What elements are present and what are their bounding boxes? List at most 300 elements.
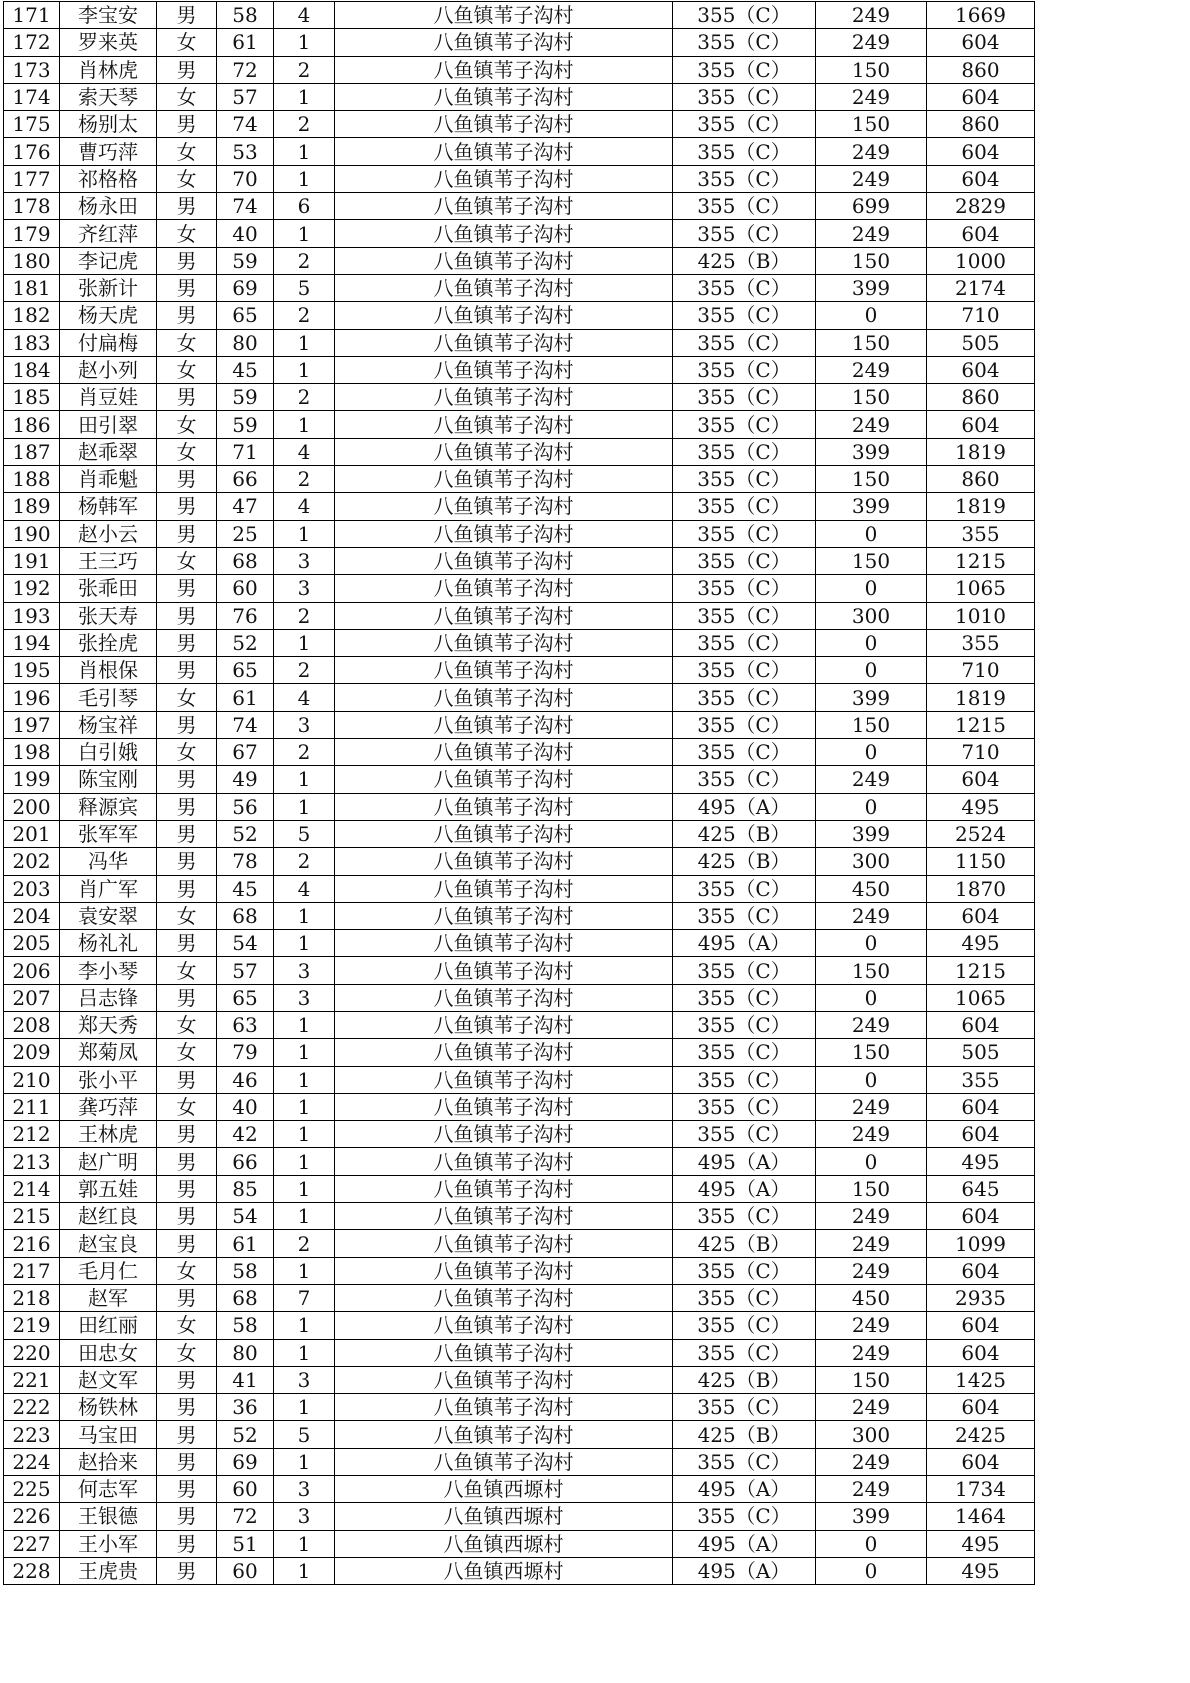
address-cell: 八鱼镇苇子沟村	[335, 520, 673, 547]
age-cell: 68	[217, 547, 274, 574]
standard-cell: 355（C）	[673, 2, 816, 29]
row-number-cell: 181	[4, 274, 60, 301]
gender-cell: 男	[157, 1284, 217, 1311]
standard-cell: 495（A）	[673, 1148, 816, 1175]
gender-cell: 男	[157, 1366, 217, 1393]
subsidy-cell: 249	[816, 1448, 927, 1475]
table-row	[4, 575, 1035, 602]
age-cell: 47	[217, 493, 274, 520]
total-cell: 710	[927, 739, 1035, 766]
subsidy-cell: 300	[816, 602, 927, 629]
subsidy-cell: 249	[816, 1476, 927, 1503]
name-cell: 杨别太	[60, 111, 157, 138]
gender-cell: 男	[157, 766, 217, 793]
age-cell: 45	[217, 356, 274, 383]
row-number-cell: 185	[4, 384, 60, 411]
row-number-cell: 176	[4, 138, 60, 165]
total-cell: 1000	[927, 247, 1035, 274]
household-size-cell: 1	[274, 902, 335, 929]
name-cell: 赵广明	[60, 1148, 157, 1175]
standard-cell: 425（B）	[673, 247, 816, 274]
name-cell: 王虎贵	[60, 1557, 157, 1584]
gender-cell: 男	[157, 111, 217, 138]
household-size-cell: 2	[274, 111, 335, 138]
total-cell: 495	[927, 930, 1035, 957]
age-cell: 60	[217, 1476, 274, 1503]
standard-cell: 355（C）	[673, 1448, 816, 1475]
address-cell: 八鱼镇苇子沟村	[335, 1421, 673, 1448]
address-cell: 八鱼镇苇子沟村	[335, 165, 673, 192]
household-size-cell: 4	[274, 875, 335, 902]
name-cell: 毛引琴	[60, 684, 157, 711]
row-number-cell: 194	[4, 629, 60, 656]
table-row	[4, 629, 1035, 656]
table-row	[4, 520, 1035, 547]
row-number-cell: 225	[4, 1476, 60, 1503]
gender-cell: 男	[157, 1230, 217, 1257]
gender-cell: 女	[157, 329, 217, 356]
name-cell: 肖根保	[60, 657, 157, 684]
subsidy-cell: 150	[816, 56, 927, 83]
standard-cell: 355（C）	[673, 165, 816, 192]
name-cell: 王三巧	[60, 547, 157, 574]
age-cell: 54	[217, 930, 274, 957]
total-cell: 495	[927, 1557, 1035, 1584]
household-size-cell: 1	[274, 220, 335, 247]
gender-cell: 男	[157, 493, 217, 520]
total-cell: 1215	[927, 957, 1035, 984]
table-row	[4, 1530, 1035, 1557]
age-cell: 68	[217, 1284, 274, 1311]
gender-cell: 女	[157, 356, 217, 383]
gender-cell: 女	[157, 902, 217, 929]
household-size-cell: 3	[274, 711, 335, 738]
standard-cell: 355（C）	[673, 56, 816, 83]
table-row	[4, 329, 1035, 356]
subsidy-cell: 0	[816, 1530, 927, 1557]
household-size-cell: 1	[274, 411, 335, 438]
gender-cell: 女	[157, 411, 217, 438]
total-cell: 1734	[927, 1476, 1035, 1503]
table-row	[4, 1230, 1035, 1257]
name-cell: 肖乖魁	[60, 466, 157, 493]
age-cell: 57	[217, 83, 274, 110]
address-cell: 八鱼镇苇子沟村	[335, 1039, 673, 1066]
total-cell: 1065	[927, 984, 1035, 1011]
age-cell: 74	[217, 193, 274, 220]
name-cell: 罗来英	[60, 29, 157, 56]
name-cell: 杨铁林	[60, 1394, 157, 1421]
gender-cell: 女	[157, 1339, 217, 1366]
gender-cell: 男	[157, 1421, 217, 1448]
standard-cell: 355（C）	[673, 1312, 816, 1339]
row-number-cell: 212	[4, 1121, 60, 1148]
address-cell: 八鱼镇西塬村	[335, 1476, 673, 1503]
subsidy-cell: 0	[816, 739, 927, 766]
household-size-cell: 1	[274, 1203, 335, 1230]
standard-cell: 355（C）	[673, 902, 816, 929]
age-cell: 71	[217, 438, 274, 465]
row-number-cell: 215	[4, 1203, 60, 1230]
age-cell: 41	[217, 1366, 274, 1393]
table-row	[4, 984, 1035, 1011]
standard-cell: 355（C）	[673, 575, 816, 602]
subsidy-cell: 0	[816, 520, 927, 547]
table-row	[4, 438, 1035, 465]
gender-cell: 男	[157, 1448, 217, 1475]
standard-cell: 495（A）	[673, 793, 816, 820]
table-row	[4, 930, 1035, 957]
address-cell: 八鱼镇苇子沟村	[335, 602, 673, 629]
table-row	[4, 1011, 1035, 1038]
household-size-cell: 2	[274, 247, 335, 274]
name-cell: 陈宝刚	[60, 766, 157, 793]
total-cell: 1099	[927, 1230, 1035, 1257]
table-row	[4, 1066, 1035, 1093]
total-cell: 1010	[927, 602, 1035, 629]
name-cell: 杨韩军	[60, 493, 157, 520]
gender-cell: 男	[157, 1530, 217, 1557]
name-cell: 肖广军	[60, 875, 157, 902]
row-number-cell: 201	[4, 820, 60, 847]
name-cell: 李宝安	[60, 2, 157, 29]
row-number-cell: 177	[4, 165, 60, 192]
household-size-cell: 3	[274, 575, 335, 602]
total-cell: 604	[927, 83, 1035, 110]
subsidy-cell: 0	[816, 930, 927, 957]
subsidy-cell: 150	[816, 1366, 927, 1393]
row-number-cell: 207	[4, 984, 60, 1011]
subsidy-cell: 0	[816, 575, 927, 602]
table-row	[4, 1203, 1035, 1230]
total-cell: 604	[927, 1121, 1035, 1148]
table-row	[4, 1503, 1035, 1530]
address-cell: 八鱼镇苇子沟村	[335, 193, 673, 220]
address-cell: 八鱼镇苇子沟村	[335, 984, 673, 1011]
household-size-cell: 1	[274, 83, 335, 110]
age-cell: 74	[217, 111, 274, 138]
household-size-cell: 6	[274, 193, 335, 220]
household-size-cell: 7	[274, 1284, 335, 1311]
table-row	[4, 1284, 1035, 1311]
address-cell: 八鱼镇苇子沟村	[335, 384, 673, 411]
subsidy-cell: 0	[816, 984, 927, 1011]
standard-cell: 355（C）	[673, 1203, 816, 1230]
age-cell: 42	[217, 1121, 274, 1148]
subsidy-cell: 150	[816, 384, 927, 411]
subsidy-cell: 150	[816, 1175, 927, 1202]
address-cell: 八鱼镇苇子沟村	[335, 247, 673, 274]
total-cell: 604	[927, 356, 1035, 383]
name-cell: 袁安翠	[60, 902, 157, 929]
gender-cell: 男	[157, 274, 217, 301]
subsidy-cell: 249	[816, 29, 927, 56]
table-row	[4, 684, 1035, 711]
gender-cell: 女	[157, 739, 217, 766]
name-cell: 曹巧萍	[60, 138, 157, 165]
address-cell: 八鱼镇苇子沟村	[335, 1339, 673, 1366]
household-size-cell: 5	[274, 820, 335, 847]
standard-cell: 355（C）	[673, 984, 816, 1011]
name-cell: 索天琴	[60, 83, 157, 110]
table-row	[4, 711, 1035, 738]
household-size-cell: 1	[274, 793, 335, 820]
address-cell: 八鱼镇苇子沟村	[335, 1448, 673, 1475]
age-cell: 58	[217, 1312, 274, 1339]
subsidy-cell: 399	[816, 438, 927, 465]
gender-cell: 女	[157, 1093, 217, 1120]
total-cell: 860	[927, 384, 1035, 411]
row-number-cell: 193	[4, 602, 60, 629]
subsidy-cell: 0	[816, 1066, 927, 1093]
row-number-cell: 220	[4, 1339, 60, 1366]
standard-cell: 355（C）	[673, 438, 816, 465]
standard-cell: 355（C）	[673, 274, 816, 301]
address-cell: 八鱼镇苇子沟村	[335, 138, 673, 165]
gender-cell: 男	[157, 602, 217, 629]
subsidy-cell: 150	[816, 111, 927, 138]
total-cell: 2829	[927, 193, 1035, 220]
table-row	[4, 793, 1035, 820]
name-cell: 郭五娃	[60, 1175, 157, 1202]
table-row	[4, 1039, 1035, 1066]
table-row	[4, 766, 1035, 793]
address-cell: 八鱼镇苇子沟村	[335, 1230, 673, 1257]
standard-cell: 355（C）	[673, 766, 816, 793]
table-row	[4, 848, 1035, 875]
subsidy-cell: 399	[816, 1503, 927, 1530]
total-cell: 1870	[927, 875, 1035, 902]
total-cell: 495	[927, 1148, 1035, 1175]
address-cell: 八鱼镇西塬村	[335, 1503, 673, 1530]
household-size-cell: 2	[274, 302, 335, 329]
standard-cell: 355（C）	[673, 629, 816, 656]
total-cell: 1150	[927, 848, 1035, 875]
age-cell: 66	[217, 466, 274, 493]
table-row	[4, 1257, 1035, 1284]
household-size-cell: 4	[274, 684, 335, 711]
table-row	[4, 247, 1035, 274]
standard-cell: 355（C）	[673, 466, 816, 493]
household-size-cell: 1	[274, 1039, 335, 1066]
gender-cell: 女	[157, 138, 217, 165]
name-cell: 李小琴	[60, 957, 157, 984]
age-cell: 58	[217, 1257, 274, 1284]
address-cell: 八鱼镇苇子沟村	[335, 1066, 673, 1093]
age-cell: 40	[217, 220, 274, 247]
total-cell: 1065	[927, 575, 1035, 602]
age-cell: 65	[217, 984, 274, 1011]
household-size-cell: 1	[274, 1093, 335, 1120]
household-size-cell: 5	[274, 274, 335, 301]
total-cell: 2524	[927, 820, 1035, 847]
row-number-cell: 175	[4, 111, 60, 138]
subsidy-cell: 399	[816, 493, 927, 520]
age-cell: 67	[217, 739, 274, 766]
row-number-cell: 208	[4, 1011, 60, 1038]
subsidy-cell: 0	[816, 1557, 927, 1584]
row-number-cell: 209	[4, 1039, 60, 1066]
age-cell: 61	[217, 1230, 274, 1257]
name-cell: 赵小云	[60, 520, 157, 547]
row-number-cell: 198	[4, 739, 60, 766]
age-cell: 72	[217, 56, 274, 83]
total-cell: 1215	[927, 547, 1035, 574]
name-cell: 杨永田	[60, 193, 157, 220]
row-number-cell: 173	[4, 56, 60, 83]
gender-cell: 女	[157, 438, 217, 465]
standard-cell: 425（B）	[673, 820, 816, 847]
gender-cell: 女	[157, 83, 217, 110]
household-size-cell: 1	[274, 29, 335, 56]
household-size-cell: 2	[274, 848, 335, 875]
household-size-cell: 1	[274, 520, 335, 547]
gender-cell: 女	[157, 1312, 217, 1339]
household-size-cell: 2	[274, 384, 335, 411]
table-row	[4, 356, 1035, 383]
name-cell: 杨天虎	[60, 302, 157, 329]
gender-cell: 男	[157, 1121, 217, 1148]
table-row	[4, 493, 1035, 520]
row-number-cell: 222	[4, 1394, 60, 1421]
household-size-cell: 1	[274, 1394, 335, 1421]
row-number-cell: 186	[4, 411, 60, 438]
row-number-cell: 189	[4, 493, 60, 520]
row-number-cell: 191	[4, 547, 60, 574]
subsidy-cell: 150	[816, 547, 927, 574]
age-cell: 40	[217, 1093, 274, 1120]
gender-cell: 男	[157, 1066, 217, 1093]
standard-cell: 355（C）	[673, 875, 816, 902]
age-cell: 78	[217, 848, 274, 875]
total-cell: 355	[927, 1066, 1035, 1093]
table-row	[4, 1476, 1035, 1503]
subsidy-cell: 399	[816, 684, 927, 711]
gender-cell: 男	[157, 1476, 217, 1503]
row-number-cell: 187	[4, 438, 60, 465]
household-size-cell: 1	[274, 1148, 335, 1175]
age-cell: 80	[217, 329, 274, 356]
table-row	[4, 1121, 1035, 1148]
subsidy-cell: 249	[816, 902, 927, 929]
standard-cell: 355（C）	[673, 411, 816, 438]
standard-cell: 425（B）	[673, 1230, 816, 1257]
age-cell: 69	[217, 1448, 274, 1475]
row-number-cell: 226	[4, 1503, 60, 1530]
age-cell: 45	[217, 875, 274, 902]
age-cell: 72	[217, 1503, 274, 1530]
age-cell: 59	[217, 247, 274, 274]
gender-cell: 男	[157, 1175, 217, 1202]
name-cell: 张新计	[60, 274, 157, 301]
row-number-cell: 214	[4, 1175, 60, 1202]
name-cell: 冯华	[60, 848, 157, 875]
standard-cell: 355（C）	[673, 957, 816, 984]
address-cell: 八鱼镇苇子沟村	[335, 1366, 673, 1393]
table-row	[4, 220, 1035, 247]
name-cell: 张拴虎	[60, 629, 157, 656]
row-number-cell: 183	[4, 329, 60, 356]
gender-cell: 女	[157, 1039, 217, 1066]
subsidy-cell: 249	[816, 138, 927, 165]
age-cell: 52	[217, 1421, 274, 1448]
subsidy-cell: 249	[816, 1203, 927, 1230]
total-cell: 604	[927, 411, 1035, 438]
household-size-cell: 1	[274, 1066, 335, 1093]
address-cell: 八鱼镇苇子沟村	[335, 684, 673, 711]
gender-cell: 男	[157, 793, 217, 820]
household-size-cell: 1	[274, 930, 335, 957]
address-cell: 八鱼镇苇子沟村	[335, 739, 673, 766]
table-row	[4, 1175, 1035, 1202]
age-cell: 60	[217, 1557, 274, 1584]
standard-cell: 425（B）	[673, 848, 816, 875]
address-cell: 八鱼镇苇子沟村	[335, 493, 673, 520]
household-size-cell: 2	[274, 657, 335, 684]
household-size-cell: 2	[274, 56, 335, 83]
gender-cell: 女	[157, 684, 217, 711]
age-cell: 74	[217, 711, 274, 738]
gender-cell: 男	[157, 1148, 217, 1175]
standard-cell: 355（C）	[673, 493, 816, 520]
household-size-cell: 1	[274, 766, 335, 793]
gender-cell: 女	[157, 547, 217, 574]
gender-cell: 男	[157, 56, 217, 83]
row-number-cell: 172	[4, 29, 60, 56]
subsidy-cell: 300	[816, 848, 927, 875]
row-number-cell: 171	[4, 2, 60, 29]
standard-cell: 355（C）	[673, 739, 816, 766]
standard-cell: 355（C）	[673, 1284, 816, 1311]
name-cell: 张小平	[60, 1066, 157, 1093]
gender-cell: 男	[157, 193, 217, 220]
total-cell: 1819	[927, 493, 1035, 520]
name-cell: 肖豆娃	[60, 384, 157, 411]
age-cell: 66	[217, 1148, 274, 1175]
standard-cell: 355（C）	[673, 1503, 816, 1530]
total-cell: 1215	[927, 711, 1035, 738]
age-cell: 53	[217, 138, 274, 165]
subsidy-cell: 249	[816, 1011, 927, 1038]
total-cell: 1819	[927, 438, 1035, 465]
total-cell: 495	[927, 1530, 1035, 1557]
gender-cell: 女	[157, 1011, 217, 1038]
standard-cell: 355（C）	[673, 302, 816, 329]
address-cell: 八鱼镇苇子沟村	[335, 657, 673, 684]
table-row	[4, 29, 1035, 56]
row-number-cell: 211	[4, 1093, 60, 1120]
row-number-cell: 213	[4, 1148, 60, 1175]
gender-cell: 男	[157, 575, 217, 602]
standard-cell: 355（C）	[673, 1121, 816, 1148]
table-row	[4, 2, 1035, 29]
standard-cell: 355（C）	[673, 684, 816, 711]
subsidy-cell: 249	[816, 1312, 927, 1339]
age-cell: 79	[217, 1039, 274, 1066]
total-cell: 2174	[927, 274, 1035, 301]
name-cell: 杨礼礼	[60, 930, 157, 957]
subsidy-cell: 249	[816, 1394, 927, 1421]
age-cell: 46	[217, 1066, 274, 1093]
row-number-cell: 179	[4, 220, 60, 247]
standard-cell: 355（C）	[673, 1011, 816, 1038]
total-cell: 860	[927, 466, 1035, 493]
household-size-cell: 1	[274, 1312, 335, 1339]
age-cell: 51	[217, 1530, 274, 1557]
total-cell: 604	[927, 1093, 1035, 1120]
gender-cell: 男	[157, 629, 217, 656]
gender-cell: 男	[157, 875, 217, 902]
